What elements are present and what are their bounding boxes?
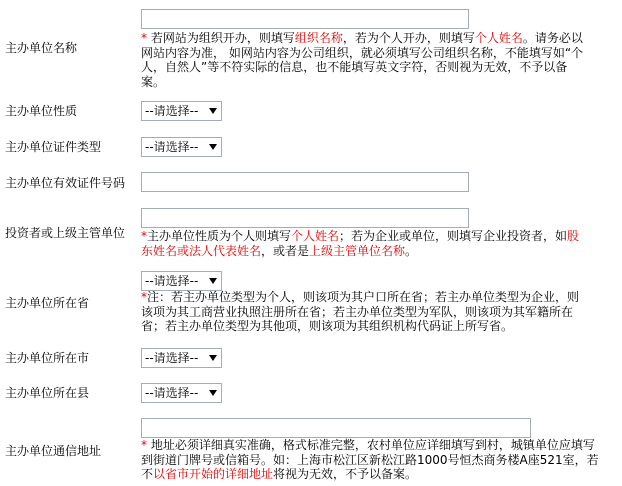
province-select[interactable]: --请选择-- xyxy=(141,271,222,291)
province-label: 主办单位所在省 xyxy=(5,296,90,310)
city-label: 主办单位所在市 xyxy=(5,351,90,365)
chevron-down-icon xyxy=(209,390,217,396)
county-label: 主办单位所在县 xyxy=(5,386,90,400)
cert-number-label: 主办单位有效证件号码 xyxy=(5,176,126,190)
required-star: * xyxy=(141,229,147,243)
chevron-down-icon xyxy=(209,355,217,361)
address-label: 主办单位通信地址 xyxy=(5,444,102,458)
province-note: *注：若主办单位类型为个人，则该项为其户口所在省；若主办单位类型为企业，则该项为其工商营业执照注册所在省；若主办单位类型为军队，则该项为其军籍所在省；若主办单位类型为其他项，则该项为其组织机构代码证上所写省。 xyxy=(141,290,580,333)
org-type-select[interactable]: --请选择-- xyxy=(141,101,222,121)
address-input[interactable] xyxy=(141,418,531,438)
investor-input[interactable] xyxy=(141,208,469,228)
cert-number-input[interactable] xyxy=(141,172,469,192)
chevron-down-icon xyxy=(209,278,217,284)
required-star: * xyxy=(141,290,147,304)
investor-note: *主办单位性质为个人则填写个人姓名；若为企业或单位，则填写企业投资者，如股东姓名或法人代表姓名，或者是上级主管单位名称。 xyxy=(141,229,580,258)
investor-label: 投资者或上级主管单位 xyxy=(5,226,126,240)
required-star: * xyxy=(141,438,147,452)
address-note: * 地址必须详细真实准确，格式标准完整，农村单位应详细填写到村，城镇单位应填写到街道门牌号或信箱号。如：上海市松江区新松江路1000号恒杰商务楼A座521室，若不以省市开始的详细地址将视为无效，不予以备案。 xyxy=(141,438,599,481)
chevron-down-icon xyxy=(209,144,217,150)
city-select[interactable]: --请选择-- xyxy=(141,348,222,368)
chevron-down-icon xyxy=(209,108,217,114)
county-select[interactable]: --请选择-- xyxy=(141,383,222,403)
required-star: * xyxy=(141,31,147,45)
org-name-label: 主办单位名称 xyxy=(5,41,78,55)
org-type-label: 主办单位性质 xyxy=(5,104,78,118)
org-name-note: * 若网站为组织开办，则填写组织名称，若为个人开办，则填写个人姓名。请务必以网站内容为准， 如网站内容为公司组织，就必须填写公司组织名称，不能填写如“个人，自然人”等不符实际的信息，也不能填写英文字符，否则视为无效，不予以备案。 xyxy=(141,31,584,89)
org-name-input[interactable] xyxy=(141,9,469,29)
cert-type-select[interactable]: --请选择-- xyxy=(141,137,222,157)
cert-type-label: 主办单位证件类型 xyxy=(5,140,102,154)
